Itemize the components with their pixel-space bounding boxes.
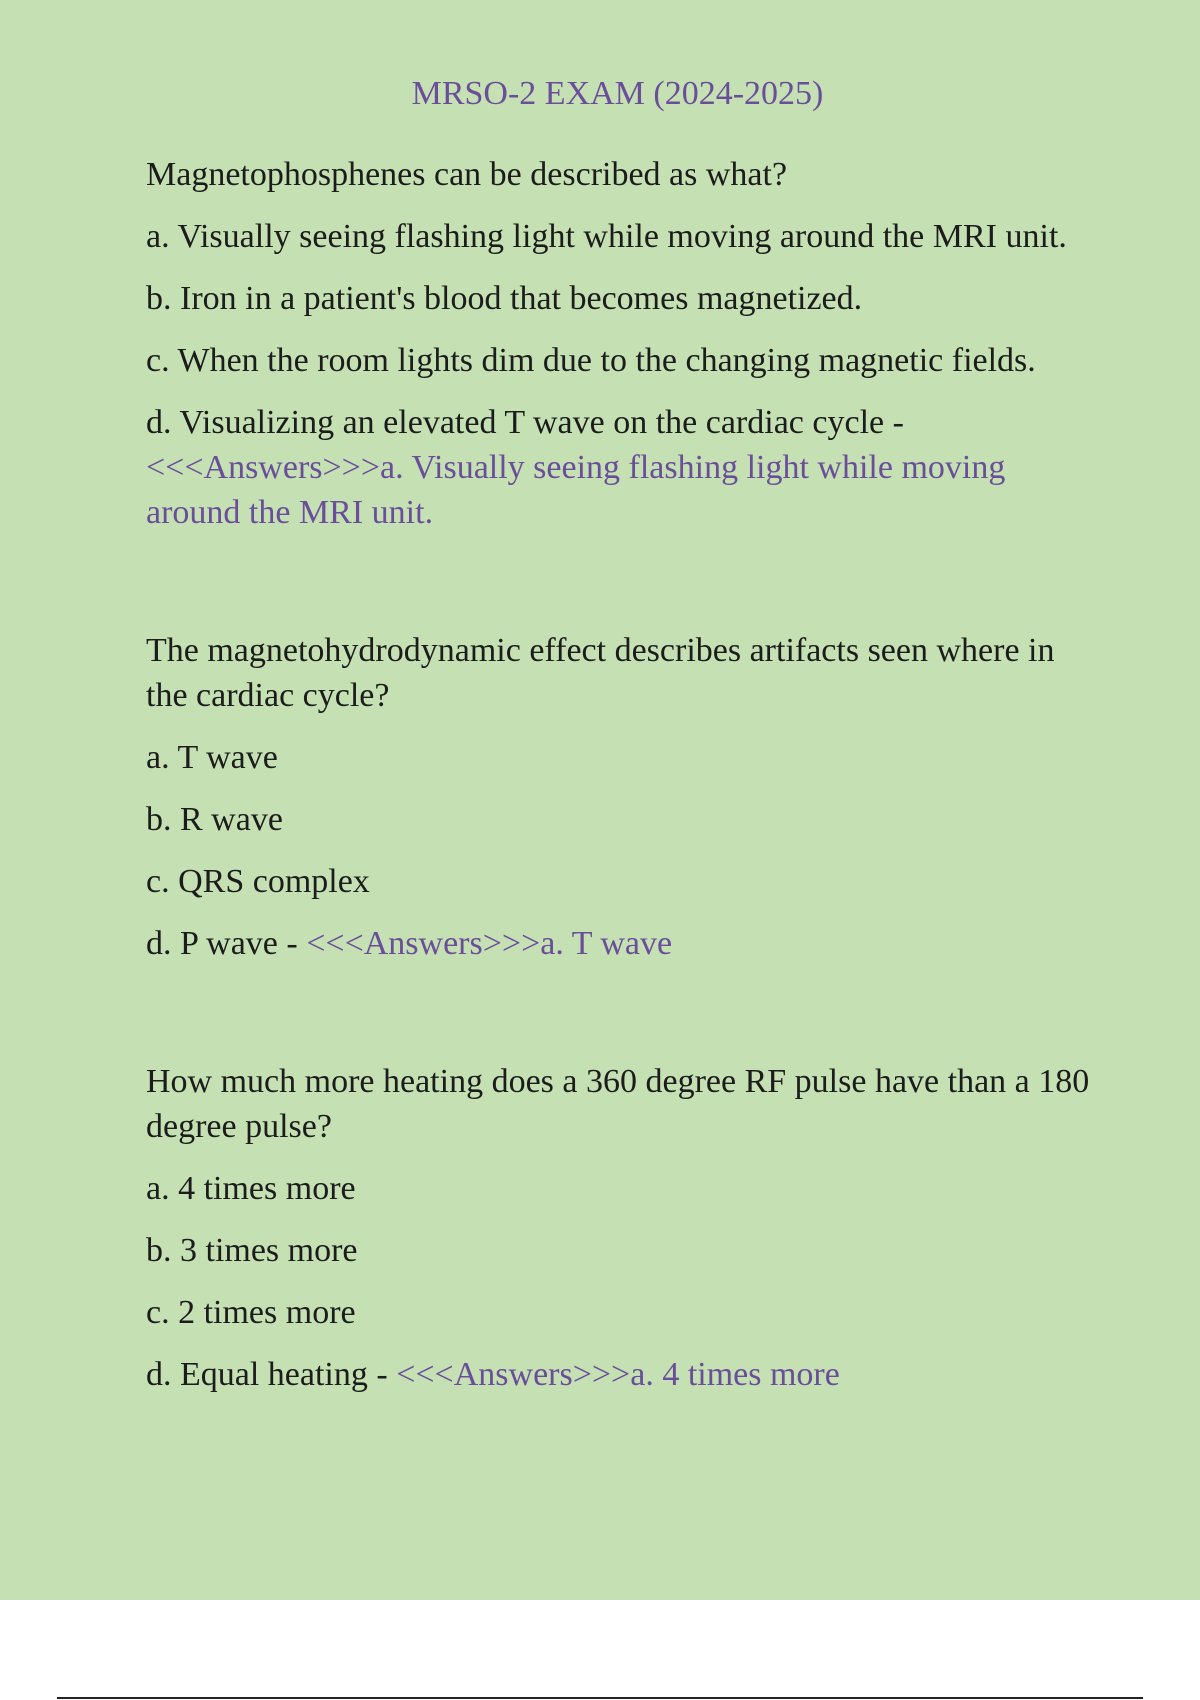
answer-option: b. R wave bbox=[146, 801, 283, 838]
answer-option: b. Iron in a patient's blood that becomes magnetized. bbox=[146, 280, 863, 317]
option-text: d. Visualizing an elevated T wave on the cardiac cycle - bbox=[146, 404, 904, 441]
answer-option-last bbox=[146, 921, 1096, 966]
question-block bbox=[146, 152, 1096, 535]
option-text: d. Equal heating - bbox=[146, 1356, 397, 1393]
answer-option: c. 2 times more bbox=[146, 1294, 356, 1331]
answer-option: c. When the room lights dim due to the changing magnetic fields. bbox=[146, 342, 1036, 379]
question-block bbox=[146, 628, 1096, 966]
question-list bbox=[146, 152, 1096, 1414]
answer-key: <<<Answers>>>a. T wave bbox=[306, 925, 673, 962]
question-block bbox=[146, 1059, 1096, 1397]
spacer bbox=[146, 983, 1096, 1059]
spacer bbox=[146, 552, 1096, 628]
answer-option-last bbox=[146, 1352, 1096, 1397]
question-text: The magnetohydrodynamic effect describes artifacts seen where in the cardiac cycle? bbox=[146, 632, 1055, 714]
answer-option: a. Visually seeing flashing light while moving around the MRI unit. bbox=[146, 218, 1067, 255]
question-text: Magnetophosphenes can be described as what? bbox=[146, 156, 788, 193]
answer-option: b. 3 times more bbox=[146, 1232, 358, 1269]
question-text: How much more heating does a 360 degree RF pulse have than a 180 degree pulse? bbox=[146, 1063, 1090, 1145]
footer-divider bbox=[57, 1697, 1143, 1699]
answer-option: a. 4 times more bbox=[146, 1170, 356, 1207]
answer-option: c. QRS complex bbox=[146, 863, 370, 900]
answer-option: a. T wave bbox=[146, 739, 278, 776]
answer-key: <<<Answers>>>a. Visually seeing flashing light while moving around the MRI unit. bbox=[146, 449, 1006, 531]
answer-option-last bbox=[146, 400, 1096, 535]
option-text: d. P wave - bbox=[146, 925, 307, 962]
document-title: MRSO-2 EXAM (2024-2025) bbox=[411, 75, 824, 112]
answer-key: <<<Answers>>>a. 4 times more bbox=[396, 1356, 840, 1393]
